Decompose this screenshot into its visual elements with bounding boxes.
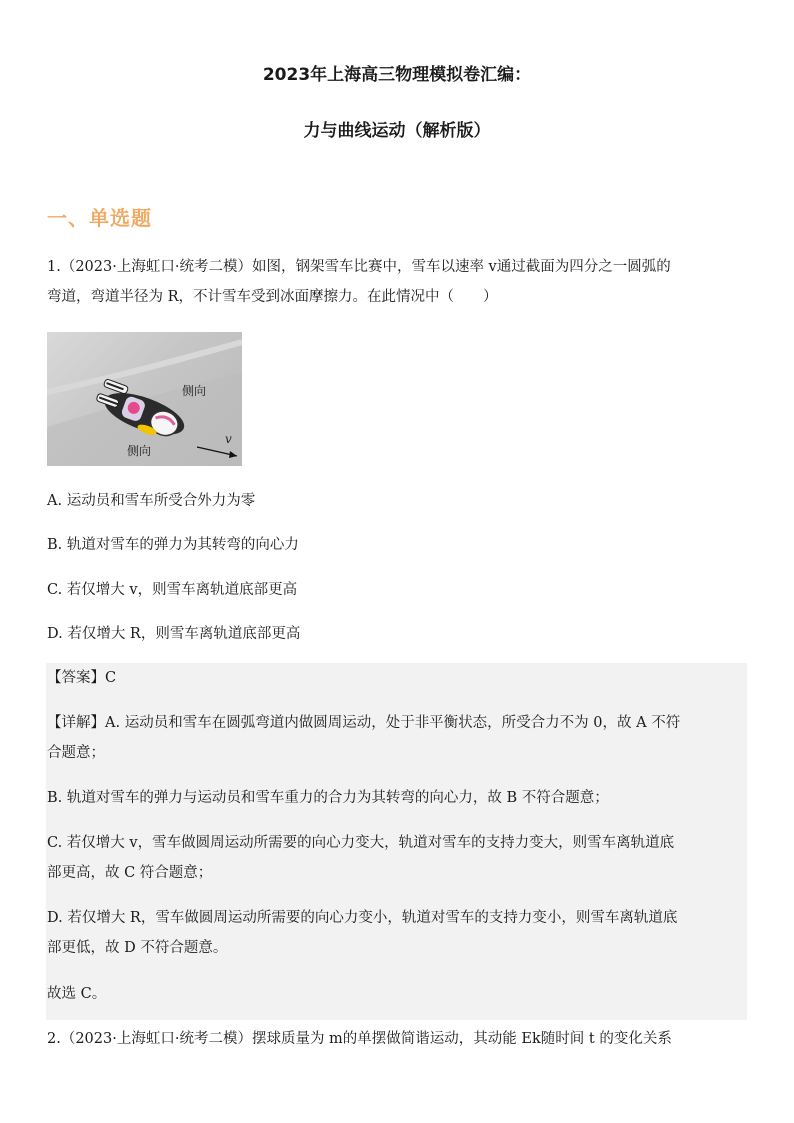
detail-line: 合题意； (47, 745, 105, 761)
answer-line: 【答案】C (47, 670, 117, 686)
label-side-top: 侧向 (182, 384, 207, 398)
detail-line: 【详解】A. 运动员和雪车在圆弧弯道内做圆周运动，处于非平衡状态，所受合力不为 0，故 A 不符 (47, 715, 681, 731)
detail-line: B. 轨道对雪车的弹力与运动员和雪车重力的合力为其转弯的向心力，故 B 不符合题意； (47, 790, 609, 806)
detail-line: 故选 C。 (47, 986, 107, 1002)
document-title-line1: 2023年上海高三物理模拟卷汇编： (262, 65, 532, 85)
detail-line: D. 若仅增大 R，雪车做圆周运动所需要的向心力变小，轨道对雪车的支持力变小，则雪车离轨道底 (47, 910, 678, 926)
detail-line: 部更高，故 C 符合题意； (47, 865, 213, 881)
option-a: A. 运动员和雪车所受合外力为零 (47, 493, 256, 509)
question-2-stem: 2.（2023·上海虹口·统考二模）摆球质量为 m的单摆做简谐运动，其动能 Ek随时间 t 的变化关系 (47, 1031, 672, 1047)
question-1-stem: 1.（2023·上海虹口·统考二模）如图，钢架雪车比赛中，雪车以速率 v通过截面为四分之一圆弧的 (47, 259, 671, 275)
section-heading: 一、单选题 (47, 206, 152, 230)
label-velocity: v (225, 432, 232, 446)
bobsled-photo (47, 332, 242, 466)
question-1-stem-cont: 弯道，弯道半径为 R，不计雪车受到冰面摩擦力。在此情况中（ ） (47, 289, 498, 305)
document-title-line2: 力与曲线运动（解析版） (303, 121, 491, 141)
detail-line: C. 若仅增大 v，雪车做圆周运动所需要的向心力变大，轨道对雪车的支持力变大，则雪车离轨道底 (47, 835, 675, 851)
option-d: D. 若仅增大 R，则雪车离轨道底部更高 (47, 626, 301, 642)
option-c: C. 若仅增大 v，则雪车离轨道底部更高 (47, 582, 298, 598)
option-b: B. 轨道对雪车的弹力为其转弯的向心力 (47, 537, 299, 553)
detail-line: 部更低，故 D 不符合题意。 (47, 940, 228, 956)
label-side-bottom: 侧向 (127, 444, 152, 458)
